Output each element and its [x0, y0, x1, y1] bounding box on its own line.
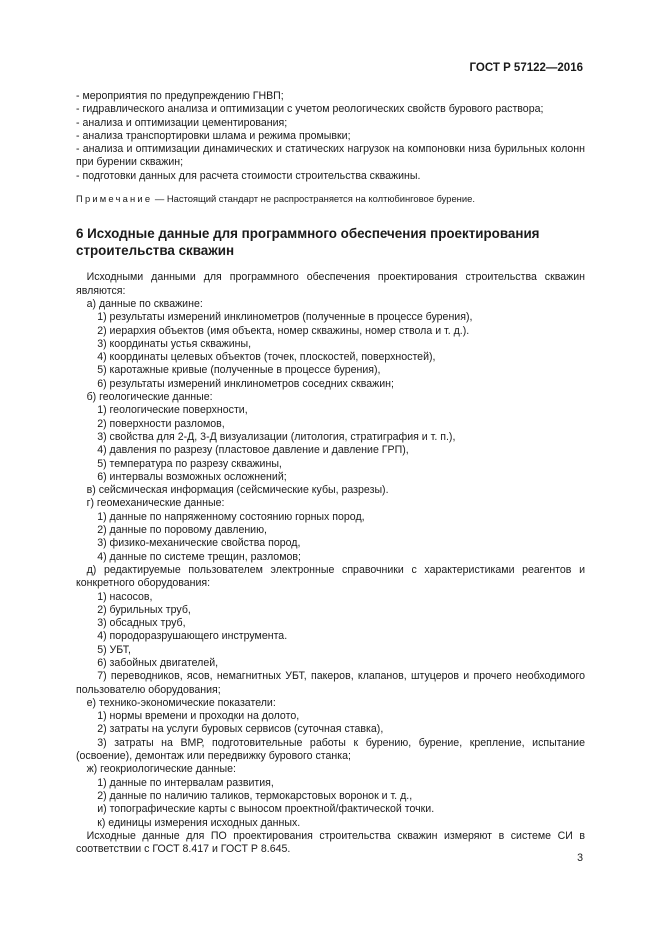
list-item: 2) данные по наличию таликов, термокарстовых воронок и т. д., — [97, 789, 413, 802]
list-item: к) единицы измерения исходных данных. — [97, 816, 301, 829]
list-item: 6) интервалы возможных осложнений; — [97, 470, 287, 483]
group-heading: г) геомеханические данные: — [86, 497, 225, 510]
list-item: 6) результаты измерений инклинометров соседних скважин; — [97, 377, 394, 390]
section-title: 6 Исходные данные для программного обеспечения проектирования строительства скважин — [76, 226, 540, 259]
list-item: 4) породоразрушающего инструмента. — [97, 630, 288, 643]
list-item: 2) иерархия объектов (имя объекта, номер скважины, номер ствола и т. д.). — [97, 324, 470, 337]
list-item: 2) поверхности разломов, — [97, 417, 225, 430]
section-intro: Исходными данными для программного обеспечения проектирования строительства скважин являются: — [76, 271, 585, 297]
group-heading: д) редактируемые пользователем электронные справочники с характеристиками реагентов и конкретного оборудования: — [76, 563, 585, 590]
group-heading: е) технико-экономические показатели: — [86, 696, 276, 709]
list-item: 2) затраты на услуги буровых сервисов (суточная ставка), — [97, 723, 384, 736]
list-item: 3) физико-механические свойства пород, — [97, 537, 301, 550]
list-item: 5) каротажные кривые (полученные в процессе бурения), — [97, 364, 381, 377]
list-item: 1) данные по интервалам развития, — [97, 776, 274, 789]
list-item: 1) результаты измерений инклинометров (полученные в процессе бурения), — [97, 311, 473, 324]
list-item: 3) затраты на ВМР, подготовительные работы к бурению, бурение, крепление, испытание (освоение), демонтаж или передвижку бурового станка; — [76, 736, 585, 763]
list-item: - гидравлического анализа и оптимизации с учетом реологических свойств бурового раствора; — [76, 103, 544, 116]
list-item: 2) бурильных труб, — [97, 603, 191, 616]
group-heading: в) сейсмическая информация (сейсмические кубы, разрезы). — [86, 484, 389, 497]
list-item: 3) свойства для 2-Д, 3-Д визуализации (литология, стратиграфия и т. п.), — [97, 430, 456, 443]
list-item: - анализа и оптимизации цементирования; — [76, 116, 288, 129]
list-item: 7) переводников, ясов, немагнитных УБТ, пакеров, клапанов, штуцеров и прочего необходимого пользователю оборудования; — [76, 670, 585, 696]
group-heading: ж) геокриологические данные: — [86, 763, 236, 776]
note-text: — Настоящий стандарт не распространяется на колтюбинговое бурение. — [152, 193, 475, 205]
list-item: 1) нормы времени и проходки на долото, — [97, 710, 300, 723]
list-item: - подготовки данных для расчета стоимости строительства скважины. — [76, 169, 421, 182]
list-item: 3) обсадных труб, — [97, 617, 186, 630]
group-heading: б) геологические данные: — [86, 391, 213, 404]
list-item: 1) геологические поверхности, — [97, 404, 248, 417]
note-label: Примечание — [76, 193, 153, 205]
group-heading: а) данные по скважине: — [86, 297, 203, 310]
list-item: 4) координаты целевых объектов (точек, плоскостей, поверхностей), — [97, 351, 436, 364]
list-item: 6) забойных двигателей, — [97, 656, 219, 669]
list-item: 4) давления по разрезу (пластовое давление и давление ГРП), — [97, 444, 409, 457]
standard-code: ГОСТ Р 57122—2016 — [469, 62, 583, 74]
list-item: - анализа и оптимизации динамических и статических нагрузок на компоновки низа бурильных колонн при бурении скважин; — [76, 143, 585, 169]
list-item: 5) УБТ, — [97, 643, 131, 656]
list-item: и) топографические карты с выносом проектной/фактической точки. — [97, 803, 435, 816]
list-item: 5) температура по разрезу скважины, — [97, 457, 282, 470]
note — [76, 192, 585, 205]
list-item: 2) данные по поровому давлению, — [97, 524, 267, 537]
page-content — [76, 90, 585, 856]
list-item: - анализа транспортировки шлама и режима промывки; — [76, 129, 351, 142]
list-item: 4) данные по системе трещин, разломов; — [97, 550, 301, 563]
closing-paragraph: Исходные данные для ПО проектирования строительства скважин измеряют в системе СИ в соответствии с ГОСТ 8.417 и ГОСТ Р 8.645. — [76, 829, 585, 856]
list-item: 1) данные по напряженному состоянию горных пород, — [97, 510, 365, 523]
list-item: - мероприятия по предупреждению ГНВП; — [76, 90, 284, 102]
list-item: 1) насосов, — [97, 590, 153, 603]
page-number: 3 — [577, 852, 583, 864]
list-item: 3) координаты устья скважины, — [97, 337, 252, 350]
